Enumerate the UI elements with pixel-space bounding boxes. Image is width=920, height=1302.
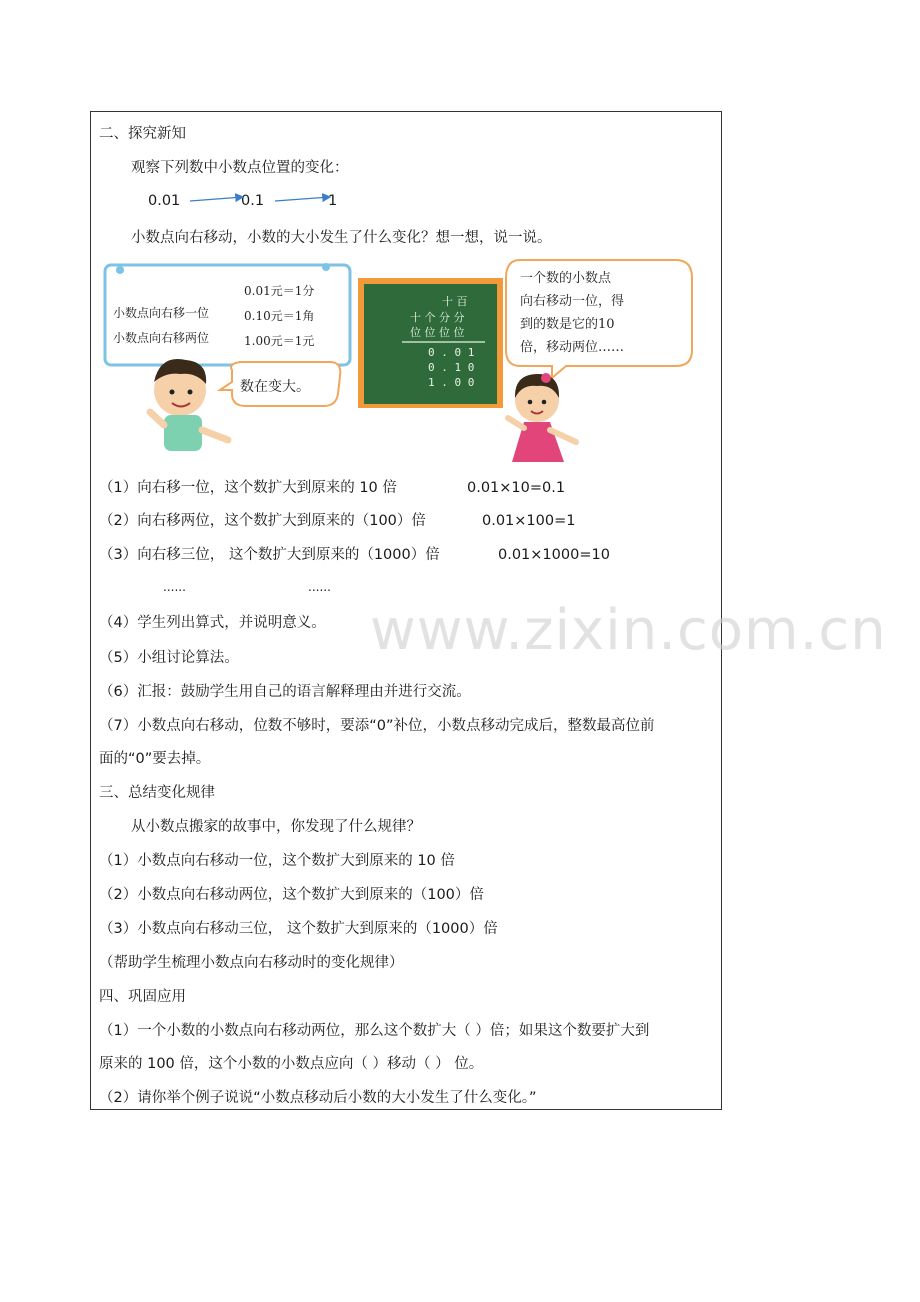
- section-heading-4: 四、巩固应用: [99, 989, 186, 1005]
- right-arrow-icon: [275, 197, 330, 201]
- ellipsis: ......: [308, 580, 331, 594]
- boy-bubble-text: 数在变大。: [240, 379, 310, 395]
- item-line: （5）小组讨论算法。: [99, 650, 239, 666]
- step-equation: 0.01×1000=10: [498, 547, 610, 563]
- item-line: （6）汇报：鼓励学生用自己的语言解释理由并进行交流。: [99, 684, 471, 700]
- boy-speech-bubble: [220, 362, 340, 406]
- item-line: （7）小数点向右移动，位数不够时，要添“0”补位，小数点移动完成后，整数最高位前: [99, 718, 655, 734]
- decimal-card: [105, 263, 350, 365]
- seq-value: 1: [328, 193, 338, 209]
- ellipsis: ......: [163, 580, 186, 594]
- section-heading-2: 二、探究新知: [99, 126, 186, 142]
- card-label-2: 小数点向右移两位: [113, 331, 210, 345]
- board-head-bot: 位 位 位 位: [410, 326, 465, 339]
- exercise-line: 原来的 100 倍，这个小数的小数点应向（ ）移动（ ） 位。: [99, 1056, 484, 1072]
- seq-value: 0.1: [241, 193, 265, 209]
- exercise-line: （1）一个小数的小数点向右移动两位，那么这个数扩大（ ）倍；如果这个数要扩大到: [99, 1023, 650, 1039]
- step-line: （3）向右移三位， 这个数扩大到原来的（1000）倍: [99, 547, 440, 563]
- observe-line: 观察下列数中小数点位置的变化：: [131, 160, 349, 176]
- card-label-1: 小数点向右移一位: [113, 306, 210, 320]
- step-line: （2）向右移两位，这个数扩大到原来的（100）倍: [99, 513, 426, 529]
- card-eq: 0.01元＝1分: [244, 284, 315, 298]
- step-equation: 0.01×10=0.1: [467, 480, 566, 496]
- seq-value: 0.01: [148, 193, 181, 209]
- board-head-mid: 十 个 分 分: [410, 311, 465, 324]
- section-heading-3: 三、总结变化规律: [99, 785, 215, 801]
- arrow-icons: [0, 187, 920, 217]
- step-line: （1）向右移一位，这个数扩大到原来的 10 倍: [99, 480, 397, 496]
- girl-speech-bubble: [506, 260, 692, 378]
- rule-line: （3）小数点向右移动三位， 这个数扩大到原来的（1000）倍: [99, 921, 498, 937]
- step-equation: 0.01×100=1: [482, 513, 576, 529]
- item-line: 面的“0”要去掉。: [99, 751, 211, 767]
- exercise-line: （2）请你举个例子说说“小数点移动后小数的大小发生了什么变化。”: [99, 1090, 537, 1106]
- girl-bubble-text: 向右移动一位，得: [520, 294, 625, 309]
- s3-intro: 从小数点搬家的故事中，你发现了什么规律？: [131, 819, 421, 835]
- board-row: 0 . 0 1: [428, 346, 475, 359]
- rule-line: （2）小数点向右移动两位，这个数扩大到原来的（100）倍: [99, 887, 484, 903]
- rule-line: （1）小数点向右移动一位，这个数扩大到原来的 10 倍: [99, 853, 455, 869]
- girl-figure: [508, 373, 576, 462]
- item-line: （4）学生列出算式，并说明意义。: [99, 615, 326, 631]
- question-line: 小数点向右移动，小数的大小发生了什么变化？想一想，说一说。: [131, 230, 552, 246]
- girl-bubble-text: 倍，移动两位……: [520, 340, 625, 355]
- girl-bubble-text: 到的数是它的10: [520, 317, 615, 332]
- rule-note: （帮助学生梳理小数点向右移动时的变化规律）: [99, 955, 404, 971]
- illustration: [0, 250, 920, 470]
- board-row: 0 . 1 0: [428, 361, 475, 374]
- boy-figure: [150, 359, 228, 451]
- card-eq: 1.00元＝1元: [244, 334, 315, 348]
- board-row: 1 . 0 0: [428, 376, 475, 389]
- watermark: www.zixin.com.cn: [370, 598, 887, 663]
- blackboard: [358, 278, 503, 408]
- girl-bubble-text: 一个数的小数点: [520, 271, 612, 286]
- card-eq: 0.10元＝1角: [244, 309, 315, 323]
- board-head-top: 十 百: [442, 295, 468, 308]
- right-arrow-icon: [190, 197, 243, 201]
